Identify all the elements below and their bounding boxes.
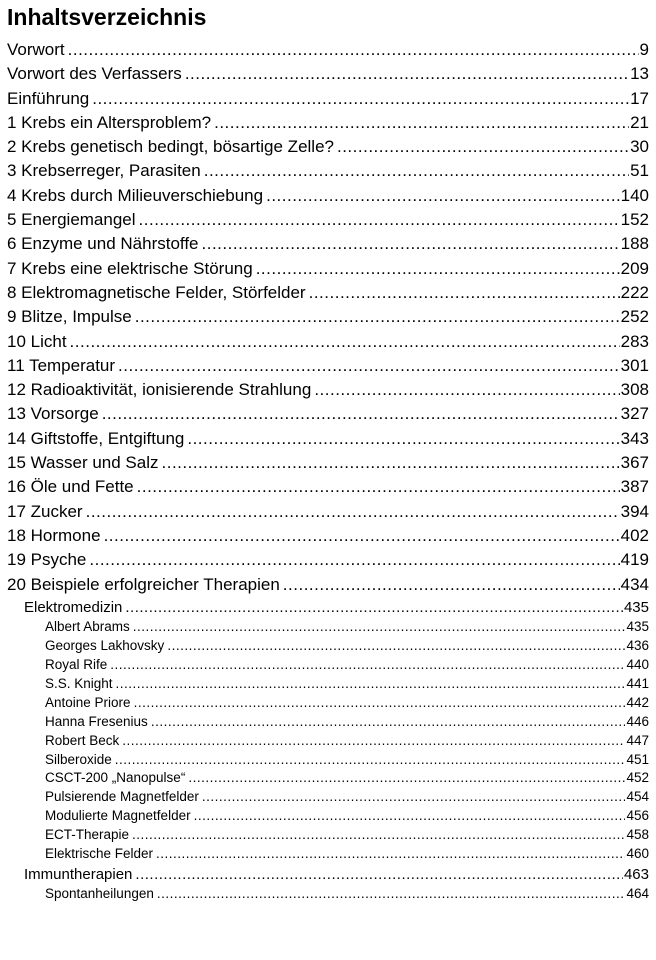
dot-leader	[202, 788, 626, 807]
toc-entry-label: 5 Energiemangel	[7, 210, 136, 230]
toc-entry-label: 20 Beispiele erfolgreicher Therapien	[7, 574, 280, 594]
toc-entry-page-number: 13	[630, 64, 649, 84]
toc-entry-label: S.S. Knight	[45, 676, 113, 691]
toc-entry[interactable]	[0, 184, 656, 208]
toc-entry-page-number: 367	[620, 453, 649, 473]
dot-leader	[110, 656, 625, 675]
toc-entry-page-number: 327	[620, 404, 649, 424]
toc-entry-label: 10 Licht	[7, 331, 67, 351]
toc-entry-page-number: 283	[620, 331, 649, 351]
toc-entry-page-number: 419	[620, 550, 649, 570]
dot-leader	[283, 573, 620, 597]
toc-entry-page-number: 387	[620, 477, 649, 497]
toc-entry[interactable]	[0, 864, 656, 886]
toc-entry-label: Elektrische Felder	[45, 846, 154, 862]
toc-entry-label: Royal Rife	[45, 657, 108, 673]
toc-entry[interactable]	[0, 208, 656, 232]
dot-leader	[89, 548, 619, 572]
toc-entry[interactable]	[0, 637, 656, 656]
dot-leader	[185, 62, 629, 86]
toc-entry[interactable]	[0, 524, 656, 548]
toc-entry-page-number: 17	[630, 88, 649, 108]
toc-entry[interactable]	[0, 135, 656, 159]
toc-entry-page-number: 308	[620, 380, 649, 400]
dot-leader	[314, 378, 619, 402]
toc-entry-label: Immuntherapien	[24, 865, 133, 883]
toc-entry-page-number: 188	[620, 234, 649, 254]
toc-entry-page-number: 447	[626, 732, 649, 748]
toc-entry-page-number: 464	[626, 886, 649, 902]
toc-entry-page-number: 436	[626, 638, 649, 654]
toc-entry-page-number: 458	[626, 827, 649, 843]
toc-entry-label: Robert Beck	[45, 732, 120, 748]
dot-leader	[134, 694, 626, 713]
toc-entry-label: Vorwort des Verfassers	[7, 64, 182, 84]
toc-entry[interactable]	[0, 675, 656, 694]
dot-leader	[70, 330, 620, 354]
toc-entry[interactable]	[0, 845, 656, 864]
toc-entry[interactable]	[0, 402, 656, 426]
toc-entry-page-number: 252	[620, 307, 649, 327]
toc-entry-label: 8 Elektromagnetische Felder, Störfelder	[7, 282, 306, 302]
toc-entry[interactable]	[0, 751, 656, 770]
dot-leader	[157, 885, 626, 904]
toc-entry-page-number: 446	[626, 713, 649, 729]
dot-leader	[204, 159, 629, 183]
toc-entry[interactable]	[0, 159, 656, 183]
toc-entry-label: 17 Zucker	[7, 501, 83, 521]
page-title: Inhaltsverzeichnis	[7, 4, 207, 30]
toc-entry-page-number: 460	[626, 846, 649, 862]
toc-entry[interactable]	[0, 788, 656, 807]
toc-entry-label: 1 Krebs ein Altersproblem?	[7, 112, 212, 132]
dot-leader	[92, 87, 629, 111]
dot-leader	[139, 208, 620, 232]
toc-entry[interactable]	[0, 87, 656, 111]
toc-entry[interactable]	[0, 597, 656, 619]
toc-entry-label: 15 Wasser und Salz	[7, 453, 159, 473]
toc-entry[interactable]	[0, 618, 656, 637]
toc-entry-page-number: 9	[639, 40, 649, 59]
dot-leader	[151, 713, 626, 732]
toc-entry-page-number: 343	[620, 428, 649, 448]
toc-entry-label: Pulsierende Magnetfelder	[45, 789, 199, 805]
toc-entry-label: Silberoxide	[45, 751, 112, 767]
toc-entry-label: Vorwort	[7, 40, 65, 59]
toc-entry-page-number: 435	[623, 598, 649, 616]
dot-leader	[102, 402, 620, 426]
toc-entry-label: 13 Vorsorge	[7, 404, 99, 424]
toc-entry[interactable]	[0, 826, 656, 845]
toc-entry[interactable]	[0, 305, 656, 329]
toc-entry-label: Modulierte Magnetfelder	[45, 808, 191, 824]
dot-leader	[156, 845, 625, 864]
toc-entry[interactable]	[0, 713, 656, 732]
toc-entry[interactable]	[0, 500, 656, 524]
toc-entry-label: 9 Blitze, Impulse	[7, 307, 132, 327]
toc-entry-label: 16 Öle und Fette	[7, 477, 134, 497]
dot-leader	[135, 305, 620, 329]
dot-leader	[162, 451, 620, 475]
dot-leader	[68, 38, 639, 62]
dot-leader	[256, 257, 620, 281]
toc-entry-page-number: 434	[620, 574, 649, 594]
toc-entry-label: Spontanheilungen	[45, 886, 154, 902]
dot-leader	[133, 618, 626, 637]
toc-entry[interactable]	[0, 281, 656, 305]
toc-entry[interactable]	[0, 548, 656, 572]
dot-leader	[167, 637, 625, 656]
toc-entry-label: Einführung	[7, 88, 90, 108]
toc-entry[interactable]	[0, 732, 656, 751]
toc-entry[interactable]	[0, 62, 656, 86]
dot-leader	[309, 281, 620, 305]
toc-entry[interactable]	[0, 378, 656, 402]
toc-entry-page-number: 209	[620, 258, 649, 278]
toc-entry-page-number: 435	[626, 619, 649, 635]
toc-entry-label: Albert Abrams	[45, 619, 130, 635]
toc-entry-page-number: 454	[626, 789, 649, 805]
dot-leader	[187, 427, 619, 451]
toc-entry-label: CSCT-200 „Nanopulse“	[45, 770, 186, 786]
toc-entry[interactable]	[0, 257, 656, 281]
dot-leader	[115, 751, 626, 770]
dot-leader	[337, 135, 629, 159]
toc-entry-label: 11 Temperatur	[7, 355, 116, 375]
toc-entry[interactable]	[0, 232, 656, 256]
toc-entry[interactable]	[0, 427, 656, 451]
toc-entry[interactable]	[0, 769, 656, 788]
dot-leader	[202, 232, 620, 256]
toc-entry-label: 14 Giftstoffe, Entgiftung	[7, 428, 185, 448]
toc-list	[0, 38, 656, 904]
toc-entry[interactable]	[0, 694, 656, 713]
toc-entry[interactable]	[0, 573, 656, 597]
dot-leader	[135, 864, 623, 886]
dot-leader	[125, 597, 623, 619]
dot-leader	[122, 732, 625, 751]
toc-entry-page-number: 394	[620, 501, 649, 521]
dot-leader	[132, 826, 625, 845]
toc-entry[interactable]	[0, 111, 656, 135]
toc-entry-page-number: 222	[620, 282, 649, 302]
toc-entry-page-number: 21	[630, 112, 649, 132]
toc-entry[interactable]	[0, 475, 656, 499]
toc-entry-label: 3 Krebserreger, Parasiten	[7, 161, 201, 181]
toc-entry[interactable]	[0, 38, 656, 62]
toc-entry[interactable]	[0, 354, 656, 378]
toc-entry-page-number: 452	[626, 770, 649, 786]
toc-entry-label: Georges Lakhovsky	[45, 638, 165, 654]
dot-leader	[104, 524, 620, 548]
toc-entry-page-number: 402	[620, 525, 649, 545]
toc-entry-label: 2 Krebs genetisch bedingt, bösartige Zelle?	[7, 137, 334, 157]
toc-entry-page-number: 140	[620, 185, 649, 205]
toc-entry-label: 12 Radioaktivität, ionisierende Strahlung	[7, 380, 312, 400]
toc-entry-page-number: 440	[626, 657, 649, 673]
dot-leader	[194, 807, 626, 826]
dot-leader	[118, 354, 620, 378]
toc-entry-label: 7 Krebs eine elektrische Störung	[7, 258, 253, 278]
toc-entry-page-number: 451	[626, 751, 649, 767]
toc-entry-page-number: 51	[630, 161, 649, 181]
toc-entry-page-number: 152	[620, 210, 649, 230]
dot-leader	[86, 500, 620, 524]
toc-entry[interactable]	[0, 656, 656, 675]
toc-entry-label: 6 Enzyme und Nährstoffe	[7, 234, 199, 254]
toc-entry-page-number: 456	[626, 808, 649, 824]
dot-leader	[116, 675, 626, 694]
toc-entry-label: ECT-Therapie	[45, 827, 130, 843]
dot-leader	[188, 769, 625, 788]
dot-leader	[266, 184, 620, 208]
toc-entry[interactable]	[0, 330, 656, 354]
toc-entry[interactable]	[0, 885, 656, 904]
toc-entry-label: Antoine Priore	[45, 694, 131, 710]
dot-leader	[137, 475, 620, 499]
toc-entry-page-number: 30	[630, 137, 649, 157]
toc-entry-page-number: 441	[626, 676, 649, 691]
toc-entry-label: 19 Psyche	[7, 550, 87, 570]
toc-entry-label: 18 Hormone	[7, 525, 101, 545]
toc-entry-page-number: 463	[623, 865, 649, 883]
toc-entry[interactable]	[0, 451, 656, 475]
toc-entry-page-number: 301	[620, 355, 649, 375]
toc-entry-page-number: 442	[626, 694, 649, 710]
dot-leader	[214, 111, 629, 135]
toc-entry[interactable]	[0, 807, 656, 826]
toc-entry-label: Elektromedizin	[24, 598, 123, 616]
toc-entry-label: 4 Krebs durch Milieuverschiebung	[7, 185, 264, 205]
toc-entry-label: Hanna Fresenius	[45, 713, 148, 729]
